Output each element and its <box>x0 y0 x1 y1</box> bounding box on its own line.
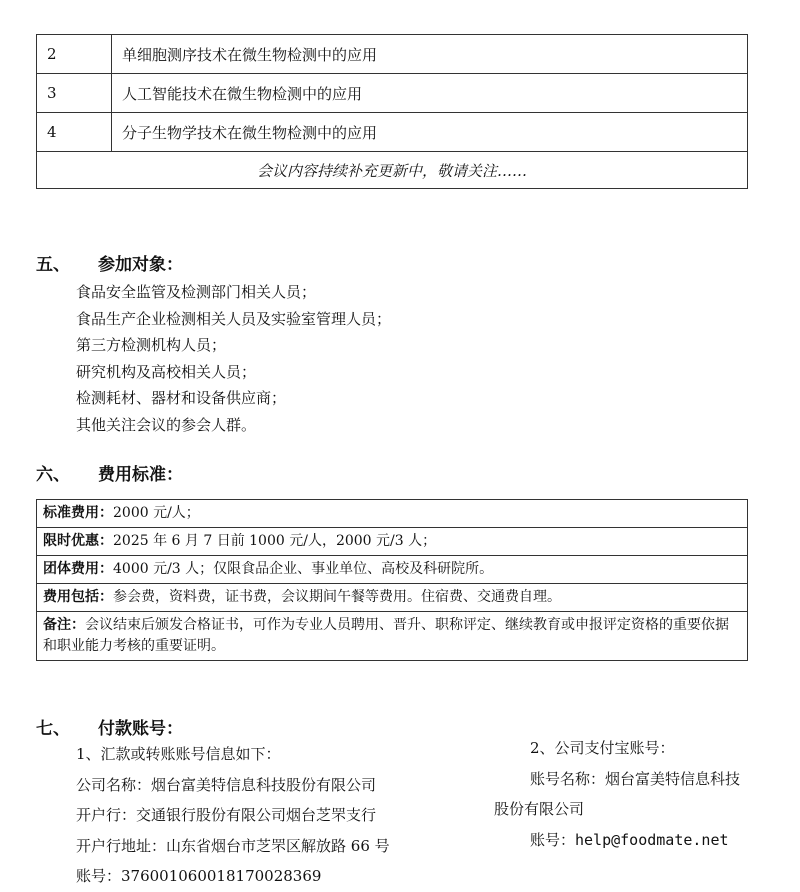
alipay-info <box>494 733 794 855</box>
table-note: 会议内容持续补充更新中，敬请关注…… <box>37 152 748 189</box>
bank-account: 账号：376001060018170028369 <box>76 867 322 885</box>
table-row <box>37 35 748 74</box>
section-heading-fees <box>36 460 183 485</box>
fee-text: 4000 元/3 人；仅限食品企业、事业单位、高校及科研院所。 <box>113 561 494 577</box>
topic-title: 分子生物学技术在微生物检测中的应用 <box>112 113 748 152</box>
topic-title: 人工智能技术在微生物检测中的应用 <box>112 74 748 113</box>
bank-name: 开户行：交通银行股份有限公司烟台芝罘支行 <box>76 806 377 824</box>
fee-row <box>37 527 747 555</box>
company-name: 公司名称：烟台富美特信息科技股份有限公司 <box>76 775 377 794</box>
alipay-intro: 2、公司支付宝账号： <box>530 739 675 757</box>
fee-text: 2000 元/人； <box>113 505 200 521</box>
list-item: 研究机构及高校相关人员； <box>76 362 257 381</box>
topic-title: 单细胞测序技术在微生物检测中的应用 <box>112 35 748 74</box>
fee-row <box>37 583 747 611</box>
fee-label: 限时优惠： <box>43 533 113 549</box>
section-heading-payment <box>36 714 183 739</box>
topic-number: 4 <box>37 113 112 152</box>
fee-row <box>37 500 747 527</box>
section-number: 六、 <box>36 465 70 485</box>
fee-label: 备注： <box>43 617 85 633</box>
fee-label: 团体费用： <box>43 561 113 577</box>
section-title: 付款账号： <box>98 719 183 739</box>
section-title: 参加对象： <box>98 255 183 275</box>
bank-address: 开户行地址：山东省烟台市芝罘区解放路 66 号 <box>76 836 390 855</box>
section-heading-attendees <box>36 250 183 275</box>
fee-row <box>37 555 747 583</box>
list-item: 其他关注会议的参会人群。 <box>76 415 257 434</box>
fee-text: 会议结束后颁发合格证书，可作为专业人员聘用、晋升、职称评定、继续教育或申报评定资格的重要依据和职业能力考核的重要证明。 <box>43 617 729 654</box>
topic-number: 2 <box>37 35 112 74</box>
table-note-row <box>37 152 748 189</box>
table-row <box>37 74 748 113</box>
list-item: 食品安全监管及检测部门相关人员； <box>76 283 317 301</box>
fee-text: 参会费，资料费，证书费，会议期间午餐等费用。住宿费、交通费自理。 <box>113 589 561 605</box>
list-item: 第三方检测机构人员； <box>76 336 227 354</box>
bank-transfer-info <box>76 739 476 892</box>
topic-table <box>36 34 748 189</box>
section-number: 五、 <box>36 255 70 275</box>
list-item: 食品生产企业检测相关人员及实验室管理人员； <box>76 309 392 328</box>
section-title: 费用标准： <box>98 465 183 485</box>
fee-label: 费用包括： <box>43 589 113 605</box>
alipay-account: 账号：help@foodmate.net <box>530 830 729 849</box>
fee-text: 2025 年 6 月 7 日前 1000 元/人，2000 元/3 人； <box>113 533 437 549</box>
fee-table <box>36 499 748 661</box>
list-item: 检测耗材、器材和设备供应商； <box>76 389 287 407</box>
topic-number: 3 <box>37 74 112 113</box>
alipay-account-name-cont: 股份有限公司 <box>494 800 585 818</box>
attendee-list <box>76 279 391 438</box>
section-number: 七、 <box>36 719 70 739</box>
fee-row <box>37 611 747 660</box>
bank-intro: 1、汇款或转账账号信息如下： <box>76 745 281 763</box>
table-row <box>37 113 748 152</box>
fee-label: 标准费用： <box>43 505 113 521</box>
alipay-account-name: 账号名称：烟台富美特信息科技 <box>530 769 741 788</box>
